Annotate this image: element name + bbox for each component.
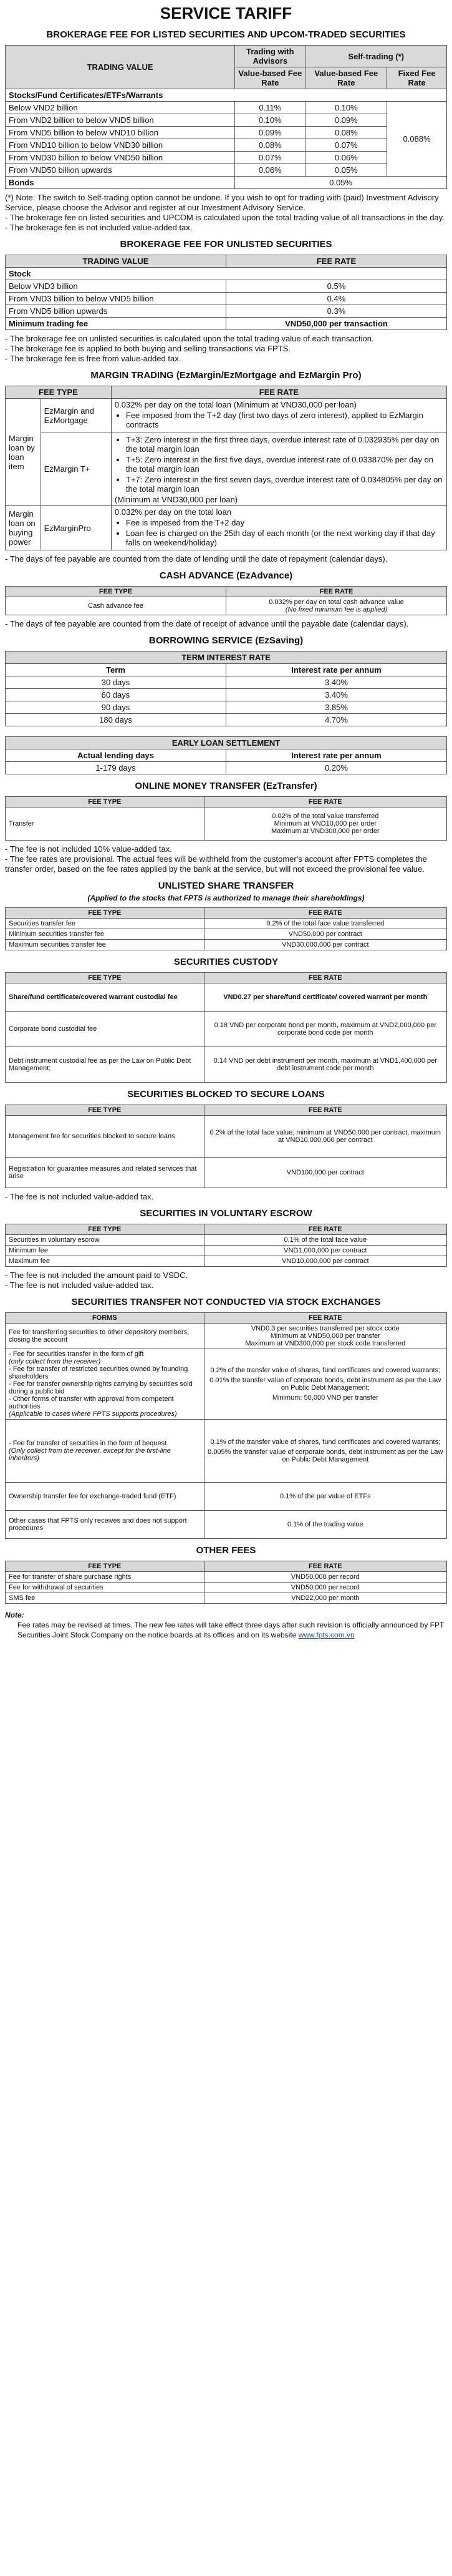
table-row: Below VND2 billion 0.11% 0.10% 0.088% — [6, 102, 447, 114]
margin-loan-label: Margin loan by loan item — [6, 399, 41, 506]
blocked-title: SECURITIES BLOCKED TO SECURE LOANS — [127, 1089, 325, 1100]
table-row: Corporate bond custodial fee 0.18 VND per corporate bond per month, maximum at VND2,000,000 per corporate bond code per month — [6, 1012, 447, 1047]
transfer-title: ONLINE MONEY TRANSFER (EzTransfer) — [135, 781, 317, 791]
early-settlement-table: EARLY LOAN SETTLEMENT Actual lending days Interest rate per annum 1-179 days 0.20% — [5, 736, 447, 774]
cash-advance-table: FEE TYPE FEE RATE Cash advance fee 0.032% per day on total cash advance value (No fixed minimum fee is applied) — [5, 586, 447, 615]
table-row: Debt instrument custodial fee as per the Law on Public Debt Management; 0.14 VND per debt instrument per month, maximum at VND1,400,000 per debt instrument code per month — [6, 1047, 447, 1083]
table-row: From VND50 billion upwards 0.06% 0.05% — [6, 164, 447, 177]
col-self-trading: Self-trading (*) — [305, 46, 447, 67]
table-row: Management fee for securities blocked to secure loans 0.2% of the total face value, minimum at VND50,000 per contract, maximum at VND10,000,000 per contract — [6, 1116, 447, 1158]
table-row: SMS fee VND22,000 per month — [6, 1593, 447, 1604]
table-row: 30 days 3.40% — [6, 676, 447, 689]
table-row: Fee for transferring securities to other depository members, closing the account VND0.3 per securities transferred per stock code Minimum at VND50,000 per transfer Maximum at VND300,000 per stock code transferred — [6, 1324, 447, 1349]
custody-title: SECURITIES CUSTODY — [173, 957, 279, 967]
table-row: 90 days 3.85% — [6, 701, 447, 714]
table-row: Maximum fee VND10,000,000 per contract — [6, 1256, 447, 1267]
transfer-table: FEE TYPE FEE RATE Transfer 0.02% of the total value transferred Minimum at VND10,000 per order Maximum at VND300,000 per order — [5, 796, 447, 841]
table-row: - Fee for transfer of securities in the form of bequest (Only collect from the receiver, except for the first-line inheritors) 0.1% of the transfer value of shares, fund certificates and covered warrants; 0.005% the transfer value of corporate bonds, debt instrument as per the Law on Public Debt Management — [6, 1420, 447, 1483]
custody-table: FEE TYPE FEE RATE Share/fund certificate/covered warrant custodial fee VND0.27 per share/fund certificate/ covered warrant per month Corporate bond custodial fee 0.18 VND per corporate bond per month, maximum at VND2,000,000 per corporate bond code per month Debt instrument custodial fee as per the Law on Public Debt Management; 0.14 VND per debt instrument per month, maximum at VND1,400,000 per debt instrument code per month — [5, 972, 447, 1083]
table-row: From VND2 billion to below VND5 billion 0.10% 0.09% — [6, 114, 447, 127]
cash-advance-note: - The days of fee payable are counted from the date of receipt of advance until the payable date (calendar days). — [5, 619, 409, 628]
margin-title: MARGIN TRADING (EzMargin/EzMortgage and EzMargin Pro) — [90, 370, 362, 381]
other-fees-title: OTHER FEES — [196, 1545, 256, 1556]
escrow-notes: - The fee is not included the amount paid to VSDC. - The fee is not included value-added tax. — [5, 1271, 188, 1290]
footer-note: Note: Fee rates may be revised at times. The new fee rates will take effect three days after such revision is officially announced by FPT Securities Joint Stock Company on the notice boards at its offices and on its website www.fpts.com.vn — [5, 1611, 445, 1639]
brokerage-listed-title: BROKERAGE FEE FOR LISTED SECURITIES AND UPCOM-TRADED SECURITIES — [46, 29, 406, 40]
table-row: Maximum securities transfer fee VND30,000,000 per contract — [6, 940, 447, 950]
table-row: Minimum trading fee VND50,000 per transaction — [6, 318, 447, 330]
table-row: Fee for withdrawal of securities VND50,000 per record — [6, 1583, 447, 1593]
page-title: SERVICE TARIFF — [160, 4, 292, 22]
other-fees-table: FEE TYPE FEE RATE Fee for transfer of share purchase rights VND50,000 per record Fee for withdrawal of securities VND50,000 per record SMS fee VND22,000 per month — [5, 1561, 447, 1604]
table-row: - Fee for securities transfer in the form of gift (only collect from the receiver) - Fee for transfer of restricted securities owned by founding shareholders - Fee for transfer ownership rights carrying by securities sold during a public bid - Other forms of transfer with approval from competent authorities (Applicable to cases where FPTS supports procedures) 0.2% of the transfer value of shares, fund certificates and covered warrants; 0.01% the transfer value of corporate bonds, debt instrument as per the Law on Public Debt Management; Minimum: 50,000 VND per transfer — [6, 1349, 447, 1420]
table-row: 60 days 3.40% — [6, 689, 447, 701]
table-row: Minimum fee VND1,000,000 per contract — [6, 1246, 447, 1256]
unlisted-notes: - The brokerage fee on unlisted securities is calculated upon the total trading value of each transaction. - The brokerage fee is applied to both buying and selling transactions via FPTS. - The brokerage fee is free from value-added tax. — [5, 334, 374, 363]
table-row: Below VND3 billion 0.5% — [6, 280, 447, 293]
fixed-rate: 0.088% — [387, 102, 447, 177]
borrowing-title: BORROWING SERVICE (EzSaving) — [148, 635, 304, 646]
table-row: From VND5 billion upwards 0.3% — [6, 305, 447, 318]
website-link[interactable]: www.fpts.com.vn — [298, 1631, 355, 1639]
unlisted-transfer-table: FEE TYPE FEE RATE Securities transfer fee 0.2% of the total face value transferred Minimum securities transfer fee VND50,000 per contract Maximum securities transfer fee VND30,000,000 per contract — [5, 907, 447, 950]
table-row: 1-179 days 0.20% — [6, 762, 447, 774]
table-row: 180 days 4.70% — [6, 714, 447, 726]
table-row: From VND30 billion to below VND50 billion 0.07% 0.06% — [6, 152, 447, 164]
table-row: Fee for transfer of share purchase rights VND50,000 per record — [6, 1572, 447, 1583]
margin-table: FEE TYPE FEE RATE Margin loan by loan item EzMargin and EzMortgage 0.032% per day on the total loan (Minimum at VND30,000 per loan) • Fee imposed from the T+2 day (first two days of zero interest), applied to EzMargin contracts EzMargin T+ • T+3: Zero interest in the first three days, overdue interest rate of 0.032935% per day on the total margin loan • T+5: Zero interest in the first five days, overdue interest rate of 0.033870% per day on the total margin loan • T+7: Zero interest in the first seven days, overdue interest rate of 0.034805% per day on the total margin loan (Minimum at VND30,000 per loan) Margin loan on buying power EzMarginPro 0.032% per day on the total loan • Fee is imposed from the T+2 day • Loan fee is charged on the 25th day of each month (or the next working day if that day falls on weekend/holiday) — [5, 386, 447, 550]
blocked-table: FEE TYPE FEE RATE Management fee for securities blocked to secure loans 0.2% of the total face value, minimum at VND50,000 per contract, maximum at VND10,000,000 per contract Registration for guarantee measures and related services that arise VND100,000 per contract — [5, 1105, 447, 1188]
brokerage-listed-table — [5, 45, 447, 189]
unlisted-table: TRADING VALUE FEE RATE Stock Below VND3 billion 0.5% From VND3 billion to below VND5 billion 0.4% From VND5 billion upwards 0.3% Minimum trading fee VND50,000 per transaction — [5, 255, 447, 330]
brokerage-notes: (*) Note: The switch to Self-trading option cannot be undone. If you wish to opt for trading with (paid) Investment Advisory Service, please choose the Advisor and register at our Investment Advisory Service. - The brokerage fee on listed securities and UPCOM is calculated upon the total trading value of all transactions in the day. - The brokerage fee is not included value-added tax. — [5, 193, 445, 232]
col-value-based-adv: Value-based Fee Rate — [235, 67, 305, 89]
table-row: From VND3 billion to below VND5 billion 0.4% — [6, 293, 447, 305]
table-row: Transfer 0.02% of the total value transferred Minimum at VND10,000 per order Maximum at VND300,000 per order — [6, 807, 447, 841]
table-row: Cash advance fee 0.032% per day on total cash advance value (No fixed minimum fee is applied) — [6, 597, 447, 615]
col-trading-value: TRADING VALUE — [6, 46, 235, 89]
table-row: From VND5 billion to below VND10 billion 0.09% 0.08% — [6, 127, 447, 139]
margin-note: - The days of fee payable are counted from the date of lending until the date of repayment (calendar days). — [5, 554, 388, 564]
not-via-exchange-title: SECURITIES TRANSFER NOT CONDUCTED VIA STOCK EXCHANGES — [71, 1297, 381, 1307]
escrow-title: SECURITIES IN VOLUNTARY ESCROW — [140, 1208, 312, 1219]
table-row: From VND10 billion to below VND30 billion 0.08% 0.07% — [6, 139, 447, 152]
table-row: Registration for guarantee measures and related services that arise VND100,000 per contract — [6, 1158, 447, 1188]
table-row: Minimum securities transfer fee VND50,000 per contract — [6, 929, 447, 940]
col-fixed: Fixed Fee Rate — [387, 67, 447, 89]
col-advisors: Trading with Advisors — [235, 46, 305, 67]
table-row: Other cases that FPTS only receives and does not support procedures 0.1% of the trading value — [6, 1511, 447, 1539]
blocked-note: - The fee is not included value-added tax. — [5, 1192, 154, 1201]
table-row: Bonds 0.05% — [6, 177, 447, 189]
table-row: Securities in voluntary escrow 0.1% of the total face value — [6, 1235, 447, 1246]
table-row: Ownership transfer fee for exchange-traded fund (ETF) 0.1% of the par value of ETFs — [6, 1483, 447, 1511]
unlisted-title: BROKERAGE FEE FOR UNLISTED SECURITIES — [120, 239, 332, 250]
group-stocks: Stocks/Fund Certificates/ETFs/Warrants — [6, 89, 447, 102]
col-value-based-self: Value-based Fee Rate — [305, 67, 387, 89]
table-row: Share/fund certificate/covered warrant custodial fee VND0.27 per share/fund certificate/ covered warrant per month — [6, 983, 447, 1012]
unlisted-transfer-subtitle: (Applied to the stocks that FPTS is authorized to manage their shareholdings) — [87, 894, 365, 902]
table-row: Securities transfer fee 0.2% of the total face value transferred — [6, 919, 447, 929]
transfer-notes: - The fee is not included 10% value-added tax. - The fee rates are provisional. The actual fees will be withheld from the customer's account after FPTS completes the transfer order, based on the fee rates applied by the bank at the service, but will not exceed the provisional fee value. — [5, 844, 427, 874]
escrow-table: FEE TYPE FEE RATE Securities in voluntary escrow 0.1% of the total face value Minimum fee VND1,000,000 per contract Maximum fee VND10,000,000 per contract — [5, 1224, 447, 1267]
cash-advance-title: CASH ADVANCE (EzAdvance) — [159, 570, 293, 581]
not-via-exchange-table: FORMS FEE RATE Fee for transferring securities to other depository members, closing the account VND0.3 per securities transferred per stock code Minimum at VND50,000 per transfer Maximum at VND300,000 per stock code transferred - Fee for securities transfer in the form of gift (only collect from the receiver) - Fee for transfer of restricted securities owned by founding shareholders - Fee for transfer ownership rights carrying by securities sold during a public bid - Other forms of transfer with approval from competent authorities (Applicable to cases where FPTS supports procedures) 0.2% of the transfer value of shares, fund certificates and covered warrants; 0.01% the transfer value of corporate bonds, debt instrument as per the Law on Public Debt Management; Minimum: 50,000 VND per transfer - Fee for transfer of securities in the form of bequest (Only collect from the receiver, except for the first-line inheritors) 0.1% of the transfer value of shares, fund certificates and covered warrants; 0.005% the transfer value of corporate bonds, debt instrument as per the Law on Public Debt Management Ownership transfer fee for exchange-traded fund (ETF) 0.1% of the par value of ETFs Other cases that FPTS only receives and does not support procedures 0.1% of the trading value — [5, 1312, 447, 1539]
unlisted-transfer-title: UNLISTED SHARE TRANSFER — [158, 881, 294, 891]
term-interest-table: TERM INTEREST RATE Term Interest rate per annum 30 days 3.40% 60 days 3.40% 90 days 3.85% 180 days 4.70% — [5, 651, 447, 726]
